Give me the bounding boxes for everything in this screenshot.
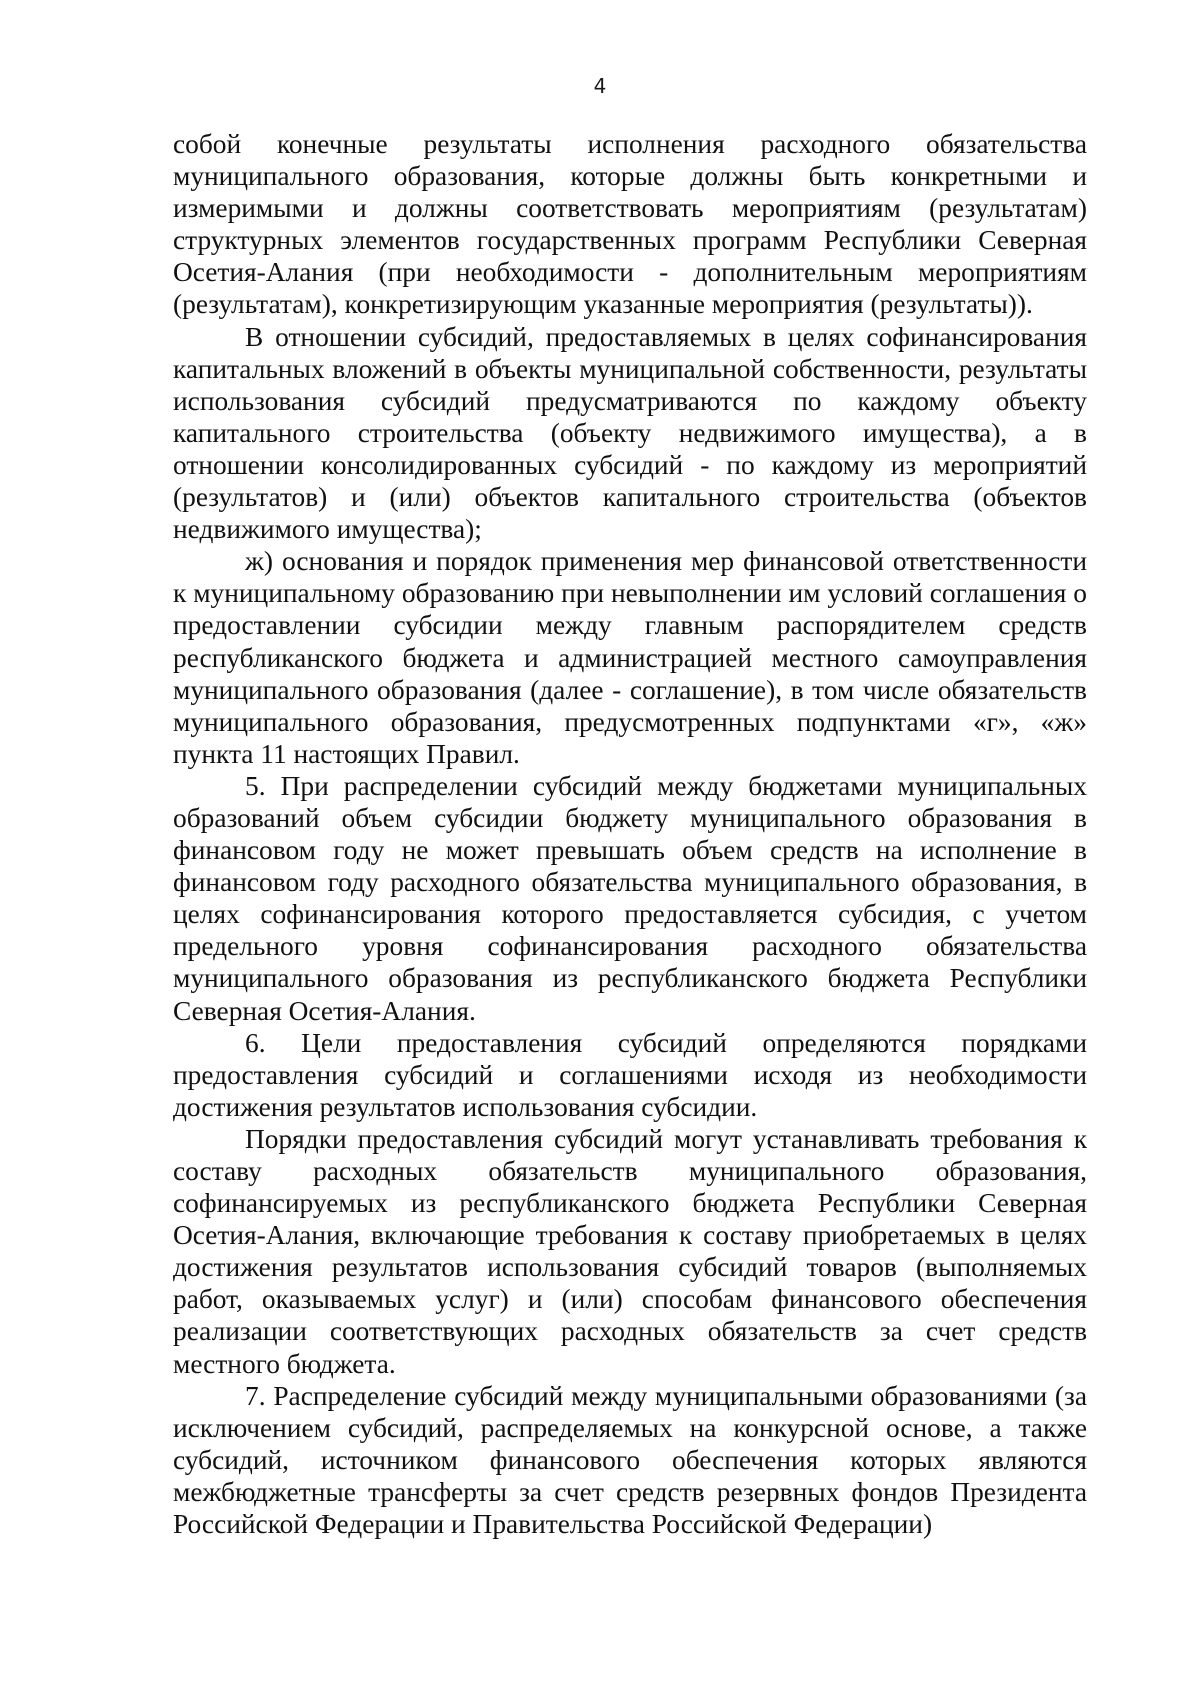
page-number: 4	[593, 74, 607, 98]
paragraph-item-7: 7. Распределение субсидий между муниципальными образованиями (за исключением субсидий, распределяемых на конкурсной основе, а также субсидий, источником финансового обеспечения которых являются межбюджетные трансферты за счет средств резервных фондов Президента Российской Федерации и Правительства Российской Федерации)	[173, 1380, 1087, 1540]
paragraph-item-5: 5. При распределении субсидий между бюджетами муниципальных образований объем субсидии бюджету муниципального образования в финансовом году не может превышать объем средств на исполнение в финансовом году расходного обязательства муниципального образования, в целях софинансирования которого предоставляется субсидия, с учетом предельного уровня софинансирования расходного обязательства муниципального образования из республиканского бюджета Республики Северная Осетия-Алания.	[173, 770, 1087, 1026]
paragraph-results-definition: собой конечные результаты исполнения расходного обязательства муниципального образования, которые должны быть конкретными и измеримыми и должны соответствовать мероприятиям (результатам) структурных элементов государственных программ Республики Северная Осетия-Алания (при необходимости - дополнительным мероприятиям (результатам), конкретизирующим указанные мероприятия (результаты)).	[173, 129, 1087, 320]
paragraph-item-6: 6. Цели предоставления субсидий определяются порядками предоставления субсидий и соглашениями исходя из необходимости достижения результатов использования субсидии.	[173, 1027, 1087, 1122]
paragraph-item-zh: ж) основания и порядок применения мер финансовой ответственности к муниципальному образованию при невыполнении им условий соглашения о предоставлении субсидии между главным распорядителем средств республиканского бюджета и администрацией местного самоуправления муниципального образования (далее - соглашение), в том числе обязательств муниципального образования, предусмотренных подпунктами «г», «ж» пункта 11 настоящих Правил.	[173, 546, 1087, 769]
paragraph-procedures: Порядки предоставления субсидий могут устанавливать требования к составу расходных обязательств муниципального образования, софинансируемых из республиканского бюджета Республики Северная Осетия-Алания, включающие требования к составу приобретаемых в целях достижения результатов использования субсидий товаров (выполняемых работ, оказываемых услуг) и (или) способам финансового обеспечения реализации соответствующих расходных обязательств за счет средств местного бюджета.	[173, 1123, 1087, 1379]
document-body	[173, 128, 1087, 1540]
paragraph-capital-investments: В отношении субсидий, предоставляемых в целях софинансирования капитальных вложений в объекты муниципальной собственности, результаты использования субсидий предусматриваются по каждому объекту капитального строительства (объекту недвижимого имущества), а в отношении консолидированных субсидий - по каждому из мероприятий (результатов) и (или) объектов капитального строительства (объектов недвижимого имущества);	[173, 321, 1087, 545]
